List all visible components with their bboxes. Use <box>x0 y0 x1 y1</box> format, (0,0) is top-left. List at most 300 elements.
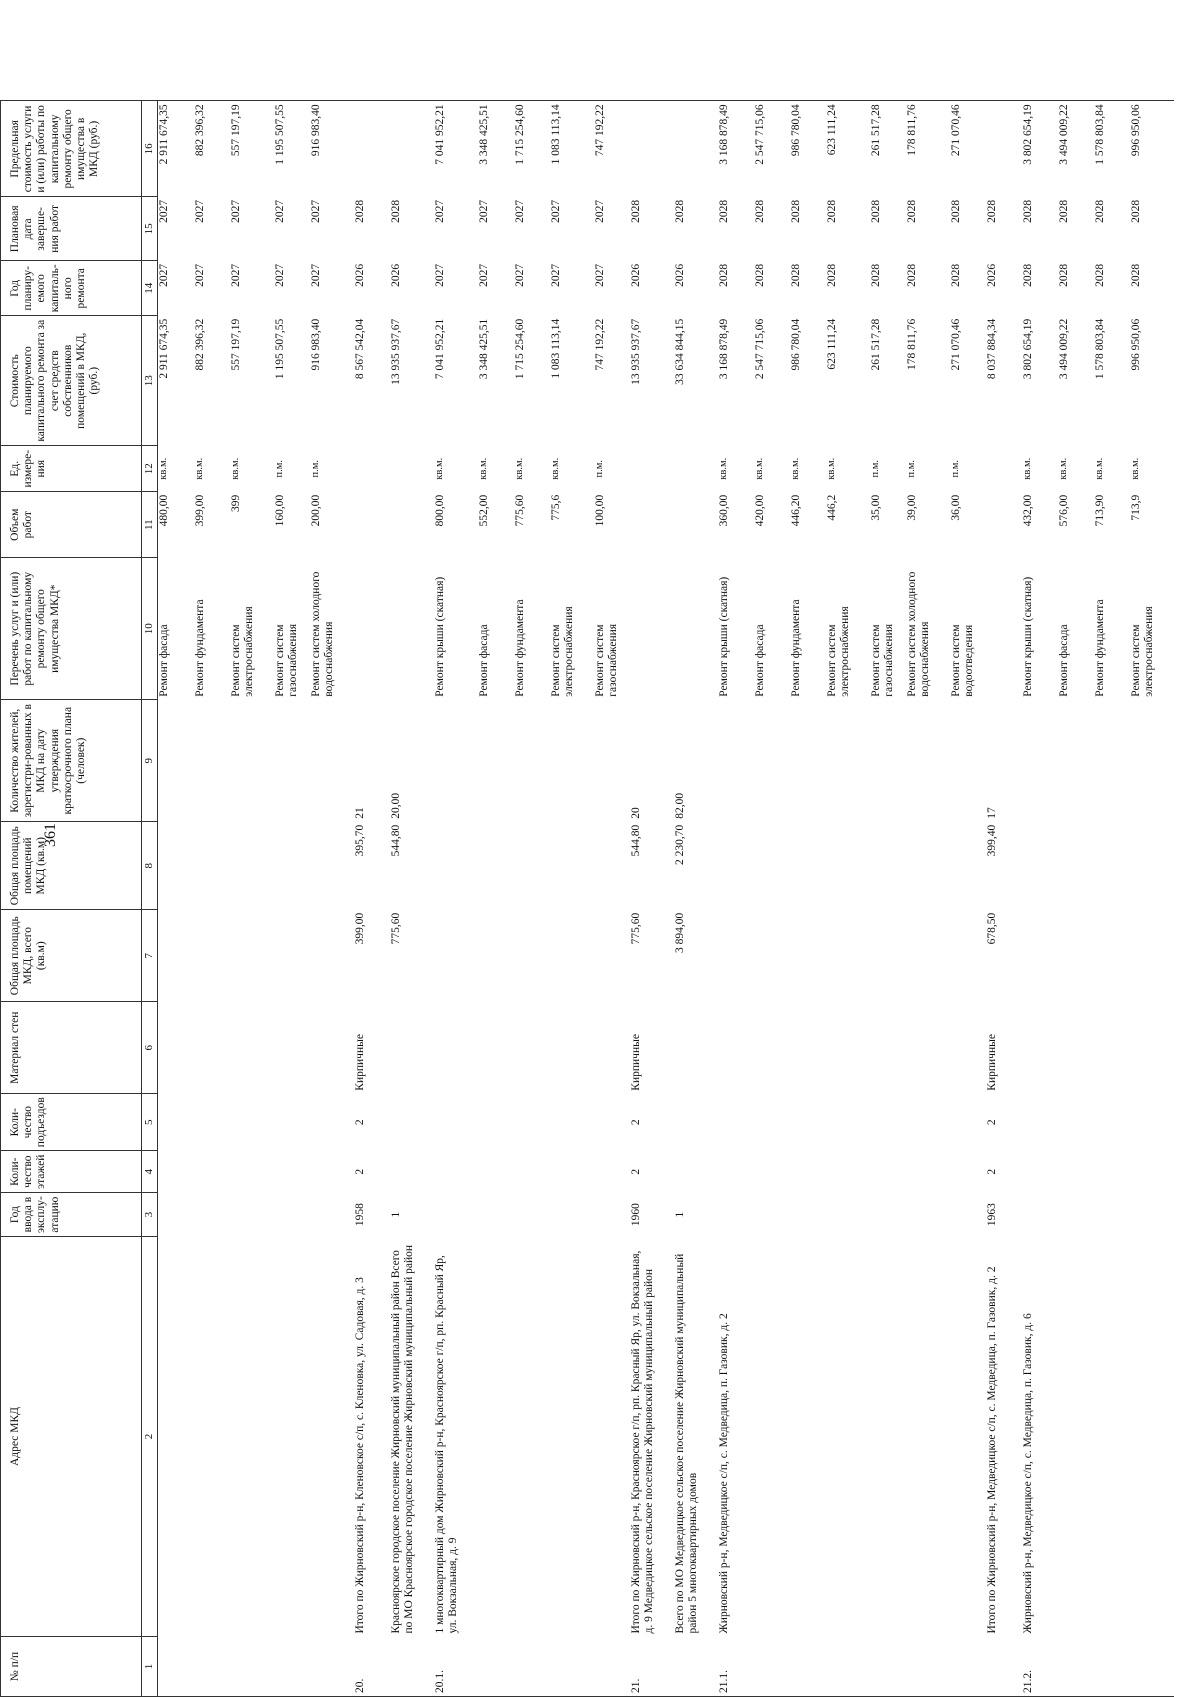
header-cell: Адрес МКД <box>1 1237 142 1637</box>
cell-address <box>310 1237 354 1637</box>
cell-entrances <box>950 1094 986 1151</box>
cell-address <box>950 1237 986 1637</box>
cell-end-date: 2028 <box>717 199 730 223</box>
cell-limit: 261 517,28 <box>870 101 906 197</box>
cell-unit: кв.м. <box>1129 457 1141 480</box>
cell-residents <box>274 700 310 822</box>
cell-no <box>870 1637 906 1697</box>
cell-residents <box>950 700 986 822</box>
cell-area-total <box>274 910 310 1002</box>
cell-address <box>826 1237 870 1637</box>
cell-cost: 7 041 952,21 <box>433 318 446 380</box>
cell-area-total <box>1130 910 1174 1002</box>
cell-end-date: 2028 <box>985 199 998 223</box>
cell-unit: кв.м. <box>717 457 729 480</box>
cell-no <box>390 1637 434 1697</box>
cell-area-total <box>1094 910 1130 1002</box>
cell-limit: 1 715 254,60 <box>514 101 550 197</box>
table-row <box>674 101 718 1697</box>
table-row <box>1130 101 1174 1697</box>
cell-area-rooms <box>1094 822 1130 910</box>
cell-area-rooms <box>1022 822 1058 910</box>
table-row <box>950 101 986 1697</box>
cell-residents <box>550 700 594 822</box>
cell-residents <box>478 700 514 822</box>
cell-plan-year: 2026 <box>673 263 686 287</box>
cell-volume: 552,00 <box>477 494 490 527</box>
cell-material <box>1058 1002 1094 1094</box>
cell-floors <box>550 1151 594 1193</box>
cell-material: Кирпичные <box>629 1034 642 1091</box>
cell-volume: 713,9 <box>1129 494 1142 521</box>
cell-area-total <box>310 910 354 1002</box>
header-cell: Предельная стоимость услуги и (или) работы по капитальному ремонту общего имущества в МКД (руб.) <box>1 101 142 197</box>
cell-year <box>1058 1193 1094 1237</box>
cell-cost: 3 168 878,49 <box>717 318 730 380</box>
cell-volume <box>390 492 434 558</box>
cell-year: 1963 <box>985 1203 998 1227</box>
cell-area-rooms <box>194 822 230 910</box>
cell-no <box>826 1637 870 1697</box>
cell-unit: кв.м. <box>825 457 837 480</box>
column-number: 11 <box>142 492 158 558</box>
cell-end-date: 2028 <box>353 199 366 223</box>
table-row <box>390 101 434 1697</box>
cell-residents: 21 <box>353 807 366 819</box>
cell-entrances <box>434 1094 478 1151</box>
cell-address: Жирновский р-н, Медведицкое с/п, с. Медведица, п. Газовик, д. 2 <box>717 1313 730 1634</box>
cell-floors <box>1094 1151 1130 1193</box>
cell-cost: 1 715 254,60 <box>513 318 526 380</box>
cell-volume: 576,00 <box>1057 494 1070 527</box>
cell-end-date: 2028 <box>389 199 402 223</box>
header-cell: Коли-чество этажей <box>1 1151 142 1193</box>
cell-limit: 3 494 009,22 <box>1058 101 1094 197</box>
cell-area-rooms <box>594 822 630 910</box>
table-row <box>1022 101 1058 1697</box>
cell-end-date: 2028 <box>949 199 962 223</box>
table-row <box>550 101 594 1697</box>
cell-unit: кв.м. <box>193 457 205 480</box>
cell-entrances <box>230 1094 274 1151</box>
cell-entrances <box>514 1094 550 1151</box>
cell-plan-year: 2027 <box>193 263 206 287</box>
table-row <box>274 101 310 1697</box>
column-number: 15 <box>142 197 158 261</box>
cell-plan-year: 2028 <box>1093 263 1106 287</box>
cell-no <box>790 1637 826 1697</box>
cell-plan-year: 2028 <box>949 263 962 287</box>
cell-residents <box>870 700 906 822</box>
cell-volume: 160,00 <box>273 494 286 527</box>
cell-no: 21.2. <box>1022 1637 1058 1697</box>
column-number: 5 <box>142 1094 158 1151</box>
cell-material <box>674 1002 718 1094</box>
cell-material <box>950 1002 986 1094</box>
cell-area-total <box>230 910 274 1002</box>
cell-volume: 200,00 <box>309 494 322 527</box>
cell-no <box>310 1637 354 1697</box>
cell-plan-year: 2028 <box>869 263 882 287</box>
cell-work <box>390 558 434 700</box>
cell-entrances <box>870 1094 906 1151</box>
cell-residents <box>790 700 826 822</box>
cell-unit: п.м. <box>309 459 321 478</box>
cell-work: Ремонт крыши (скатная) <box>717 576 730 697</box>
cell-limit <box>674 101 718 197</box>
cell-address <box>194 1237 230 1637</box>
cell-area-rooms <box>478 822 514 910</box>
cell-material <box>1022 1002 1058 1094</box>
cell-limit <box>354 101 390 197</box>
cell-cost: 33 634 844,15 <box>673 318 686 385</box>
cell-floors <box>194 1151 230 1193</box>
cell-address <box>1130 1237 1174 1637</box>
cell-year <box>1022 1193 1058 1237</box>
cell-year <box>514 1193 550 1237</box>
cell-floors <box>514 1151 550 1193</box>
cell-area-rooms <box>274 822 310 910</box>
cell-limit: 3 802 654,19 <box>1022 101 1058 197</box>
column-number: 4 <box>142 1151 158 1193</box>
cell-address <box>790 1237 826 1637</box>
cell-year <box>274 1193 310 1237</box>
cell-cost: 3 494 009,22 <box>1057 318 1070 380</box>
cell-cost: 178 811,76 <box>905 318 918 371</box>
cell-end-date: 2027 <box>273 199 286 223</box>
cell-cost: 1 195 507,55 <box>273 318 286 380</box>
table-row <box>194 101 230 1697</box>
cell-plan-year: 2026 <box>985 263 998 287</box>
cell-volume: 800,00 <box>433 494 446 527</box>
cell-unit: кв.м. <box>549 457 561 480</box>
cell-residents <box>718 700 754 822</box>
cell-plan-year: 2027 <box>309 263 322 287</box>
cell-no <box>1094 1637 1130 1697</box>
cell-work: Ремонт фасада <box>158 624 170 697</box>
cell-no <box>1058 1637 1094 1697</box>
cell-cost: 1 578 803,84 <box>1093 318 1106 380</box>
cell-floors <box>790 1151 826 1193</box>
cell-unit <box>986 446 1022 492</box>
cell-plan-year: 2027 <box>158 263 170 287</box>
cell-residents <box>158 700 194 822</box>
cell-no <box>1130 1637 1174 1697</box>
cell-end-date: 2027 <box>549 199 562 223</box>
cell-volume: 775,60 <box>513 494 526 527</box>
cell-plan-year: 2028 <box>753 263 766 287</box>
cell-limit: 2 547 715,06 <box>754 101 790 197</box>
cell-floors <box>870 1151 906 1193</box>
cell-no <box>674 1637 718 1697</box>
cell-material <box>870 1002 906 1094</box>
cell-work: Ремонт систем холодного водоснабжения <box>309 571 335 697</box>
cell-plan-year: 2028 <box>1057 263 1070 287</box>
cell-residents <box>1130 700 1174 822</box>
cell-cost: 2 547 715,06 <box>753 318 766 380</box>
cell-plan-year: 2028 <box>717 263 730 287</box>
cell-limit: 1 578 803,84 <box>1094 101 1130 197</box>
cell-address <box>906 1237 950 1637</box>
cell-plan-year: 2027 <box>433 263 446 287</box>
cell-cost: 882 396,32 <box>193 318 206 371</box>
cell-work: Ремонт крыши (скатная) <box>433 576 446 697</box>
header-cell: Общая площадь помещений МКД (кв.м) <box>1 822 142 910</box>
table-row <box>478 101 514 1697</box>
cell-work: Ремонт фундамента <box>513 599 526 697</box>
cell-plan-year: 2028 <box>905 263 918 287</box>
cell-volume: 775,6 <box>549 494 562 521</box>
cell-volume <box>354 492 390 558</box>
cell-plan-year: 2027 <box>229 263 242 287</box>
cell-volume <box>630 492 674 558</box>
cell-address <box>754 1237 790 1637</box>
cell-volume: 36,00 <box>949 494 962 521</box>
cell-unit <box>354 446 390 492</box>
cell-residents <box>194 700 230 822</box>
cell-floors <box>594 1151 630 1193</box>
cell-limit: 2 911 674,35 <box>158 101 194 197</box>
cell-volume: 446,2 <box>825 494 838 521</box>
table-row <box>870 101 906 1697</box>
cell-limit <box>630 101 674 197</box>
cell-floors <box>1022 1151 1058 1193</box>
header-cell: Коли-чество подъездов <box>1 1094 142 1151</box>
cell-end-date: 2028 <box>825 199 838 223</box>
cell-end-date: 2028 <box>1057 199 1070 223</box>
column-number: 9 <box>142 700 158 822</box>
cell-year: 1960 <box>629 1203 642 1227</box>
cell-entrances <box>194 1094 230 1151</box>
cell-limit: 1 083 113,14 <box>550 101 594 197</box>
cell-material: Кирпичные <box>353 1034 366 1091</box>
cell-year <box>230 1193 274 1237</box>
cell-volume: 432,00 <box>1021 494 1034 527</box>
cell-address <box>1094 1237 1130 1637</box>
cell-end-date: 2027 <box>593 199 606 223</box>
cell-work: Ремонт фасада <box>753 624 766 697</box>
header-cell: Год планиру-емого капиталь-ного ремонта <box>1 261 142 316</box>
column-number: 16 <box>142 101 158 197</box>
cell-limit: 3 168 878,49 <box>718 101 754 197</box>
cell-area-rooms <box>550 822 594 910</box>
cell-area-rooms <box>870 822 906 910</box>
cell-area-rooms <box>906 822 950 910</box>
cell-limit: 557 197,19 <box>230 101 274 197</box>
cell-area-total <box>826 910 870 1002</box>
cell-year <box>594 1193 630 1237</box>
cell-unit: кв.м. <box>1057 457 1069 480</box>
cell-unit <box>674 446 718 492</box>
cell-residents <box>754 700 790 822</box>
column-number: 1 <box>142 1637 158 1697</box>
cell-limit: 996 950,06 <box>1130 101 1174 197</box>
table-row <box>594 101 630 1697</box>
cell-entrances <box>1058 1094 1094 1151</box>
cell-unit: кв.м. <box>789 457 801 480</box>
cell-cost: 261 517,28 <box>869 318 882 371</box>
cell-floors <box>950 1151 986 1193</box>
cell-floors <box>1058 1151 1094 1193</box>
cell-work: Ремонт фасада <box>477 624 490 697</box>
cell-cost: 3 802 654,19 <box>1021 318 1034 380</box>
cell-no <box>478 1637 514 1697</box>
cell-end-date: 2028 <box>905 199 918 223</box>
cell-entrances: 2 <box>353 1119 366 1126</box>
table-row <box>434 101 478 1697</box>
cell-year <box>950 1193 986 1237</box>
cell-area-total <box>158 910 194 1002</box>
cell-address <box>550 1237 594 1637</box>
cell-area-total <box>514 910 550 1002</box>
cell-material <box>594 1002 630 1094</box>
cell-plan-year: 2026 <box>629 263 642 287</box>
cell-area-total <box>594 910 630 1002</box>
cell-volume: 100,00 <box>593 494 606 527</box>
cell-volume: 420,00 <box>753 494 766 527</box>
cell-unit: кв.м. <box>1093 457 1105 480</box>
header-cell: Стоимость планируемого капитального ремонта за счет средств собственников помещений в МКД, (руб.) <box>1 316 142 446</box>
cell-end-date: 2028 <box>789 199 802 223</box>
cell-limit: 178 811,76 <box>906 101 950 197</box>
cell-floors <box>718 1151 754 1193</box>
cell-entrances <box>1094 1094 1130 1151</box>
cell-volume: 446,20 <box>789 494 802 527</box>
cell-plan-year: 2028 <box>789 263 802 287</box>
cell-no <box>594 1637 630 1697</box>
cell-plan-year: 2026 <box>389 263 402 287</box>
cell-unit: кв.м. <box>433 457 445 480</box>
cell-area-total: 3 894,00 <box>673 912 686 953</box>
cell-plan-year: 2028 <box>1021 263 1034 287</box>
cell-floors <box>158 1151 194 1193</box>
cell-end-date: 2027 <box>158 199 170 223</box>
column-number: 3 <box>142 1193 158 1237</box>
cell-year <box>550 1193 594 1237</box>
cell-material <box>434 1002 478 1094</box>
cell-entrances: 2 <box>985 1119 998 1126</box>
cell-cost: 271 070,46 <box>949 318 962 371</box>
cell-entrances <box>754 1094 790 1151</box>
column-number: 6 <box>142 1002 158 1094</box>
cell-plan-year: 2028 <box>825 263 838 287</box>
cell-limit <box>986 101 1022 197</box>
cell-work <box>630 558 674 700</box>
cell-area-total <box>194 910 230 1002</box>
cell-residents: 20,00 <box>389 792 402 819</box>
cell-floors <box>310 1151 354 1193</box>
cell-floors <box>754 1151 790 1193</box>
cell-area-total <box>550 910 594 1002</box>
cell-volume: 35,00 <box>869 494 882 521</box>
cell-material <box>390 1002 434 1094</box>
cell-area-rooms <box>230 822 274 910</box>
cell-end-date: 2028 <box>673 199 686 223</box>
cell-year <box>310 1193 354 1237</box>
cell-address: 1 многоквартирный дом Жирновский р-н, Красноярское г/п, рп. Красный Яр, ул. Вокзальная, д. 9 <box>433 1255 459 1634</box>
cell-work: Ремонт систем электроснабжения <box>1129 606 1155 697</box>
cell-year <box>718 1193 754 1237</box>
cell-no <box>194 1637 230 1697</box>
cell-end-date: 2028 <box>753 199 766 223</box>
cell-residents: 82,00 <box>673 792 686 819</box>
cell-floors <box>434 1151 478 1193</box>
cell-unit: кв.м. <box>158 457 169 480</box>
cell-no: 21.1. <box>718 1637 754 1697</box>
cell-area-rooms <box>158 822 194 910</box>
cell-material <box>274 1002 310 1094</box>
cell-no <box>550 1637 594 1697</box>
cell-limit: 7 041 952,21 <box>434 101 478 197</box>
table-row <box>1058 101 1094 1697</box>
cell-no: 20. <box>354 1637 390 1697</box>
cell-area-total <box>950 910 986 1002</box>
capital-repair-table <box>0 100 1174 1697</box>
cell-residents <box>906 700 950 822</box>
cell-area-rooms: 399,40 <box>985 824 998 857</box>
cell-residents: 17 <box>985 807 998 819</box>
column-number: 13 <box>142 316 158 446</box>
table-row <box>826 101 870 1697</box>
cell-entrances <box>310 1094 354 1151</box>
cell-address <box>158 1237 194 1637</box>
cell-limit: 271 070,46 <box>950 101 986 197</box>
cell-entrances <box>550 1094 594 1151</box>
cell-plan-year: 2027 <box>593 263 606 287</box>
cell-plan-year: 2028 <box>1129 263 1142 287</box>
cell-floors <box>906 1151 950 1193</box>
cell-area-rooms <box>1058 822 1094 910</box>
header-row <box>1 101 142 1697</box>
cell-cost: 13 935 937,67 <box>389 318 402 385</box>
header-cell: № п/п <box>1 1637 142 1697</box>
header-cell: Материал стен <box>1 1002 142 1094</box>
cell-address <box>274 1237 310 1637</box>
cell-year <box>158 1193 194 1237</box>
cell-entrances <box>478 1094 514 1151</box>
cell-unit: п.м. <box>869 459 881 478</box>
cell-work: Ремонт систем электроснабжения <box>825 606 851 697</box>
cell-entrances <box>158 1094 194 1151</box>
cell-residents <box>594 700 630 822</box>
cell-residents <box>1094 700 1130 822</box>
cell-work: Ремонт систем газоснабжения <box>593 623 619 697</box>
cell-floors <box>274 1151 310 1193</box>
cell-area-total: 775,60 <box>389 912 402 945</box>
cell-area-total <box>870 910 906 1002</box>
cell-no <box>274 1637 310 1697</box>
cell-area-total <box>478 910 514 1002</box>
cell-cost: 2 911 674,35 <box>158 318 170 379</box>
cell-year: 1958 <box>353 1203 366 1227</box>
cell-area-total: 678,50 <box>985 912 998 945</box>
cell-cost: 3 348 425,51 <box>477 318 490 380</box>
cell-no: 21. <box>630 1637 674 1697</box>
cell-residents <box>1058 700 1094 822</box>
header-cell: Плановая дата заверше-ния работ <box>1 197 142 261</box>
cell-volume: 399 <box>229 494 242 512</box>
cell-address <box>870 1237 906 1637</box>
cell-floors <box>390 1151 434 1193</box>
cell-area-total <box>1022 910 1058 1002</box>
cell-cost: 13 935 937,67 <box>629 318 642 385</box>
cell-work: Ремонт крыши (скатная) <box>1021 576 1034 697</box>
cell-unit: п.м. <box>593 459 605 478</box>
table-body <box>158 101 1174 1697</box>
cell-residents: 20 <box>629 807 642 819</box>
cell-material <box>230 1002 274 1094</box>
table-row <box>158 101 194 1697</box>
